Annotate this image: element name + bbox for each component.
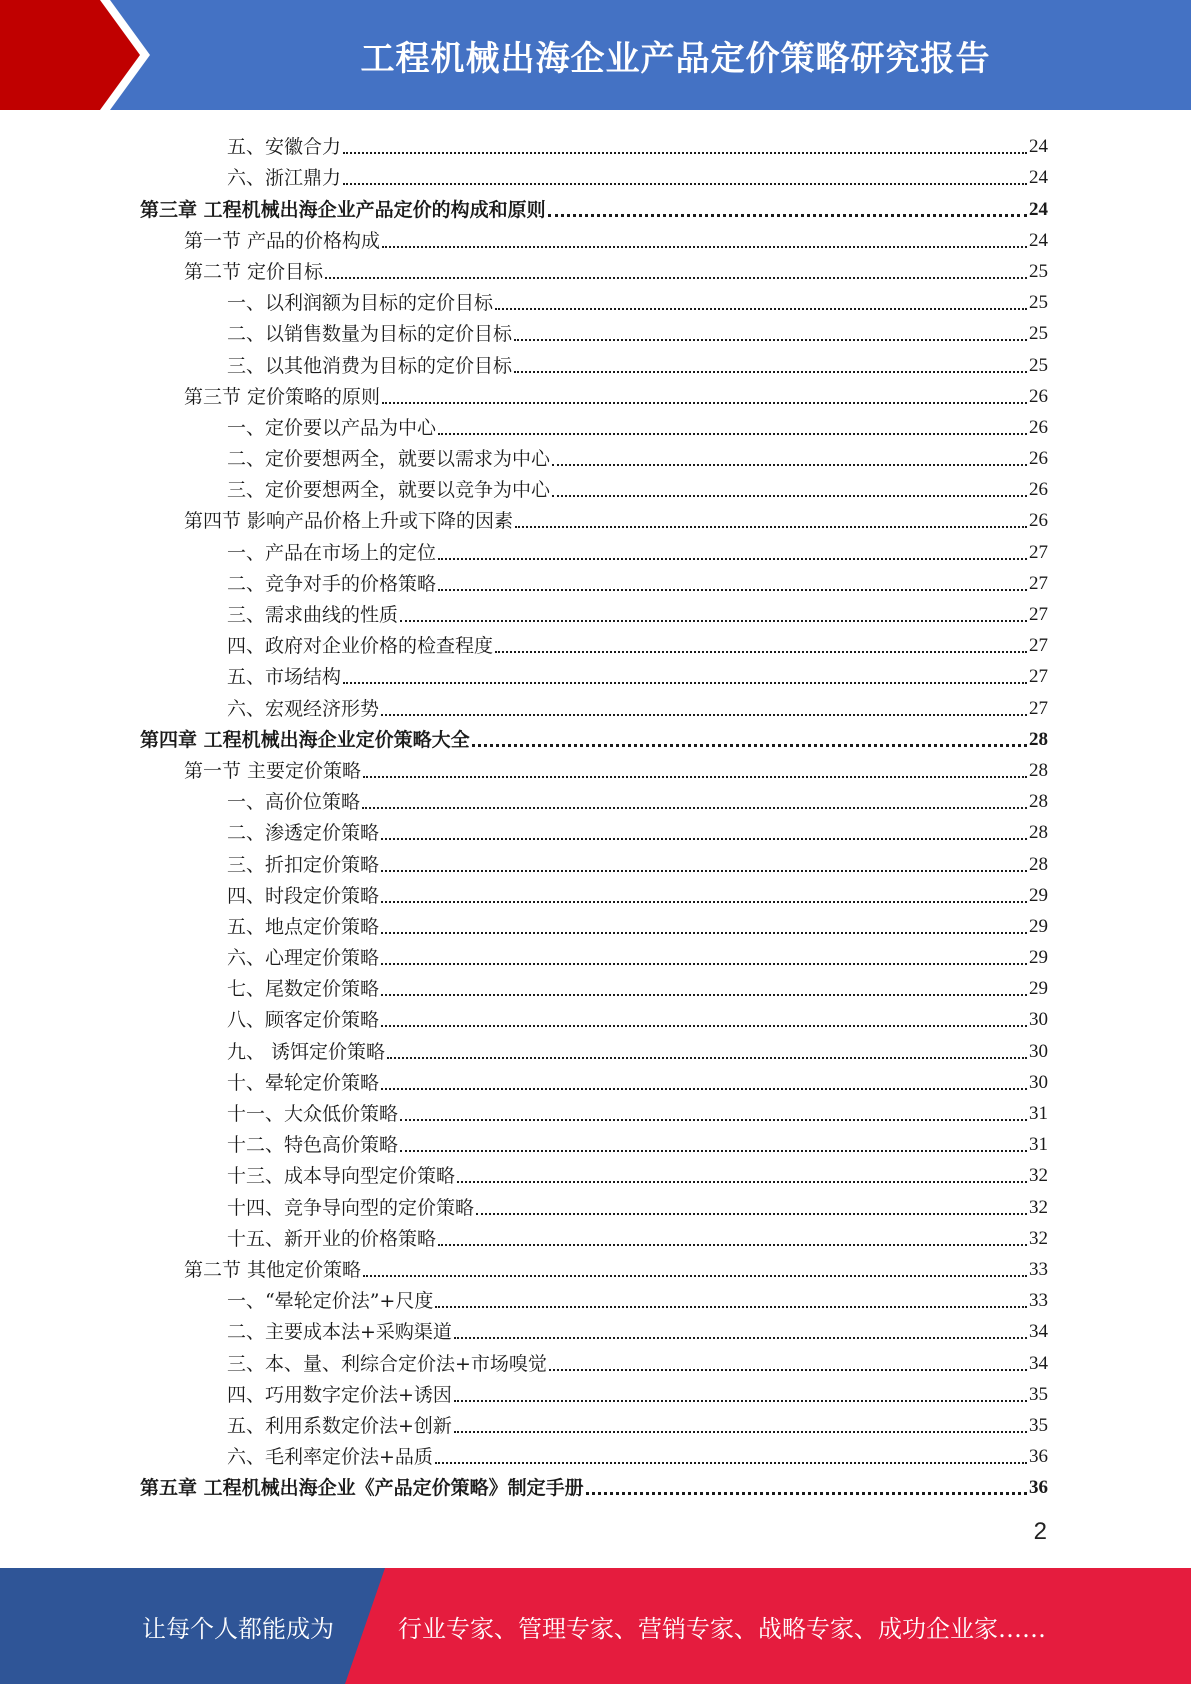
toc-entry-page: 30 (1029, 1040, 1048, 1062)
toc-dot-leader (514, 339, 1027, 341)
toc-item-entry[interactable] (140, 533, 1048, 564)
toc-entry-label: 四、巧用数字定价法+诱因 (227, 1383, 452, 1406)
toc-entry-label: 三、本、量、利综合定价法+市场嗅觉 (227, 1352, 547, 1375)
toc-dot-leader (343, 183, 1027, 185)
toc-dot-leader (438, 1244, 1027, 1246)
toc-entry-label: 三、折扣定价策略 (227, 853, 380, 876)
toc-entry-label: 十、晕轮定价策略 (227, 1071, 380, 1094)
toc-entry-label: 第二节 其他定价策略 (184, 1258, 362, 1281)
toc-chapter-entry[interactable] (140, 190, 1048, 221)
toc-item-entry[interactable] (140, 877, 1048, 908)
toc-item-entry[interactable] (140, 1064, 1048, 1095)
toc-dot-leader (472, 744, 1027, 747)
toc-dot-leader (548, 214, 1027, 217)
toc-entry-page: 34 (1029, 1352, 1048, 1374)
toc-entry-label: 一、“晕轮定价法”+尺度 (227, 1290, 434, 1313)
toc-dot-leader (381, 932, 1027, 934)
toc-dot-leader (454, 1400, 1027, 1402)
toc-entry-page: 25 (1029, 292, 1048, 314)
page-number: 2 (1033, 1518, 1047, 1545)
toc-dot-leader (495, 651, 1027, 653)
toc-item-entry[interactable] (140, 346, 1048, 377)
toc-entry-label: 第四节 影响产品价格上升或下降的因素 (184, 510, 514, 533)
toc-entry-label: 九、 诱饵定价策略 (227, 1040, 386, 1063)
toc-entry-page: 32 (1029, 1227, 1048, 1249)
toc-item-entry[interactable] (140, 939, 1048, 970)
toc-entry-label: 三、需求曲线的性质 (227, 604, 399, 626)
toc-dot-leader (454, 1337, 1027, 1339)
toc-entry-label: 五、安徽合力 (227, 136, 342, 159)
toc-entry-label: 第五章 工程机械出海企业《产品定价策略》制定手册 (140, 1477, 584, 1500)
toc-entry-label: 一、定价要以产品为中心 (227, 416, 437, 439)
toc-entry-page: 35 (1029, 1414, 1048, 1436)
toc-entry-label: 四、政府对企业价格的检查程度 (227, 635, 494, 658)
toc-entry-label: 二、主要成本法+采购渠道 (227, 1321, 452, 1344)
toc-entry-label: 一、产品在市场上的定位 (227, 541, 437, 564)
toc-entry-label: 第三章 工程机械出海企业产品定价的构成和原则 (140, 198, 546, 221)
toc-item-entry[interactable] (140, 1157, 1048, 1188)
toc-item-entry[interactable] (140, 409, 1048, 440)
toc-item-entry[interactable] (140, 1095, 1048, 1126)
toc-item-entry[interactable] (140, 159, 1048, 190)
toc-entry-label: 二、渗透定价策略 (227, 822, 380, 845)
toc-entry-page: 29 (1029, 947, 1048, 969)
toc-entry-page: 26 (1029, 479, 1048, 501)
toc-item-entry[interactable] (140, 627, 1048, 658)
toc-item-entry[interactable] (140, 1344, 1048, 1375)
toc-dot-leader (435, 1462, 1027, 1464)
toc-item-entry[interactable] (140, 1032, 1048, 1063)
toc-entry-page: 27 (1029, 604, 1048, 625)
toc-entry-page: 29 (1029, 978, 1048, 1000)
toc-dot-leader (400, 1150, 1027, 1152)
toc-item-entry[interactable] (140, 908, 1048, 939)
toc-entry-page: 27 (1029, 635, 1048, 657)
toc-chapter-entry[interactable] (140, 1469, 1048, 1500)
toc-entry-page: 26 (1029, 510, 1048, 532)
toc-dot-leader (457, 1181, 1027, 1183)
toc-entry-page: 24 (1029, 229, 1048, 251)
toc-entry-page: 35 (1029, 1383, 1048, 1405)
toc-item-entry[interactable] (140, 128, 1048, 159)
toc-dot-leader (381, 838, 1027, 840)
toc-section-entry[interactable] (140, 222, 1048, 253)
toc-item-entry[interactable] (140, 1188, 1048, 1219)
toc-dot-leader (362, 807, 1027, 809)
toc-entry-page: 24 (1029, 198, 1048, 220)
toc-entry-page: 24 (1029, 136, 1048, 158)
toc-dot-leader (586, 1492, 1027, 1495)
toc-entry-label: 二、竞争对手的价格策略 (227, 572, 437, 595)
toc-dot-leader (363, 1275, 1027, 1277)
toc-section-entry[interactable] (140, 502, 1048, 533)
toc-entry-page: 29 (1029, 884, 1048, 906)
toc-item-entry[interactable] (140, 689, 1048, 720)
toc-entry-page: 30 (1029, 1009, 1048, 1031)
toc-entry-page: 34 (1029, 1321, 1048, 1343)
toc-entry-page: 27 (1029, 666, 1048, 688)
toc-entry-label: 二、以销售数量为目标的定价目标 (227, 323, 513, 346)
toc-item-entry[interactable] (140, 440, 1048, 471)
toc-entry-page: 25 (1029, 260, 1048, 282)
toc-item-entry[interactable] (140, 471, 1048, 502)
toc-entry-page: 25 (1029, 354, 1048, 376)
toc-dot-leader (476, 1213, 1027, 1215)
toc-entry-label: 第二节 定价目标 (184, 260, 324, 283)
toc-item-entry[interactable] (140, 284, 1048, 315)
toc-entry-page: 32 (1029, 1165, 1048, 1187)
toc-dot-leader (381, 994, 1027, 996)
toc-dot-leader (343, 682, 1027, 684)
toc-dot-leader (400, 620, 1027, 622)
toc-section-entry[interactable] (140, 253, 1048, 284)
toc-entry-page: 27 (1029, 572, 1048, 594)
toc-item-entry[interactable] (140, 596, 1048, 627)
toc-dot-leader (381, 901, 1027, 903)
toc-entry-label: 十三、成本导向型定价策略 (227, 1165, 456, 1188)
toc-entry-page: 27 (1029, 541, 1048, 563)
toc-entry-label: 第三节 定价策略的原则 (184, 385, 381, 408)
toc-entry-label: 二、定价要想两全，就要以需求为中心 (227, 448, 551, 471)
toc-entry-page: 33 (1029, 1290, 1048, 1312)
toc-item-entry[interactable] (140, 315, 1048, 346)
toc-dot-leader (495, 308, 1027, 310)
toc-entry-page: 31 (1029, 1134, 1048, 1156)
toc-dot-leader (381, 1088, 1027, 1090)
toc-entry-page: 26 (1029, 448, 1048, 470)
toc-entry-label: 第四章 工程机械出海企业定价策略大全 (140, 728, 470, 751)
toc-entry-label: 十一、大众低价策略 (227, 1103, 399, 1125)
toc-dot-leader (363, 776, 1027, 778)
toc-entry-page: 28 (1029, 853, 1048, 875)
toc-item-entry[interactable] (140, 1282, 1048, 1313)
toc-dot-leader (435, 1306, 1027, 1308)
toc-item-entry[interactable] (140, 565, 1048, 596)
toc-item-entry[interactable] (140, 970, 1048, 1001)
toc-item-entry[interactable] (140, 1407, 1048, 1438)
toc-entry-page: 33 (1029, 1258, 1048, 1280)
toc-entry-page: 26 (1029, 416, 1048, 438)
toc-entry-label: 五、利用系数定价法+创新 (227, 1414, 452, 1437)
toc-item-entry[interactable] (140, 1001, 1048, 1032)
toc-dot-leader (454, 1431, 1027, 1433)
toc-item-entry[interactable] (140, 1438, 1048, 1469)
toc-dot-leader (387, 1057, 1027, 1059)
toc-dot-leader (514, 371, 1027, 373)
toc-dot-leader (381, 714, 1027, 716)
toc-entry-page: 28 (1029, 791, 1048, 813)
toc-item-entry[interactable] (140, 845, 1048, 876)
toc-entry-label: 十四、竞争导向型的定价策略 (227, 1196, 475, 1219)
toc-item-entry[interactable] (140, 1220, 1048, 1251)
toc-dot-leader (382, 246, 1027, 248)
toc-dot-leader (438, 433, 1027, 435)
toc-entry-page: 36 (1029, 1446, 1048, 1468)
toc-entry-label: 十二、特色高价策略 (227, 1134, 399, 1157)
toc-entry-label: 第一节 主要定价策略 (184, 759, 362, 782)
toc-entry-label: 第一节 产品的价格构成 (184, 229, 381, 252)
toc-entry-label: 八、顾客定价策略 (227, 1009, 380, 1032)
toc-dot-leader (552, 464, 1027, 466)
toc-item-entry[interactable] (140, 814, 1048, 845)
toc-dot-leader (381, 870, 1027, 872)
toc-item-entry[interactable] (140, 658, 1048, 689)
toc-entry-page: 31 (1029, 1103, 1048, 1124)
toc-entry-label: 六、宏观经济形势 (227, 697, 380, 720)
footer-slogan-left: 让每个人都能成为 (142, 1614, 334, 1643)
footer-slogan-right: 行业专家、管理专家、营销专家、战略专家、成功企业家…… (398, 1614, 1046, 1643)
toc-dot-leader (381, 1025, 1027, 1027)
toc-section-entry[interactable] (140, 378, 1048, 409)
toc-entry-label: 四、时段定价策略 (227, 884, 380, 907)
toc-chapter-entry[interactable] (140, 721, 1048, 752)
toc-item-entry[interactable] (140, 1313, 1048, 1344)
toc-entry-label: 五、地点定价策略 (227, 915, 380, 938)
toc-dot-leader (549, 1369, 1027, 1371)
toc-entry-page: 28 (1029, 759, 1048, 781)
toc-dot-leader (343, 152, 1027, 154)
toc-entry-page: 28 (1029, 822, 1048, 844)
toc-entry-page: 32 (1029, 1196, 1048, 1218)
table-of-contents (140, 128, 1048, 1500)
toc-entry-label: 一、以利润额为目标的定价目标 (227, 292, 494, 315)
toc-section-entry[interactable] (140, 752, 1048, 783)
page-header (0, 0, 1191, 110)
toc-entry-label: 一、高价位策略 (227, 791, 361, 814)
toc-entry-label: 三、定价要想两全，就要以竞争为中心 (227, 479, 551, 502)
toc-item-entry[interactable] (140, 783, 1048, 814)
toc-entry-label: 五、市场结构 (227, 666, 342, 689)
toc-dot-leader (325, 277, 1027, 279)
toc-entry-page: 26 (1029, 385, 1048, 407)
toc-dot-leader (552, 495, 1027, 497)
toc-dot-leader (515, 526, 1027, 528)
toc-section-entry[interactable] (140, 1251, 1048, 1282)
toc-entry-page: 25 (1029, 323, 1048, 345)
toc-entry-page: 29 (1029, 915, 1048, 937)
toc-item-entry[interactable] (140, 1126, 1048, 1157)
toc-dot-leader (438, 589, 1027, 591)
toc-dot-leader (382, 402, 1027, 404)
toc-entry-page: 27 (1029, 697, 1048, 719)
toc-entry-page: 24 (1029, 167, 1048, 189)
toc-entry-label: 七、尾数定价策略 (227, 978, 380, 1001)
toc-entry-label: 十五、新开业的价格策略 (227, 1227, 437, 1250)
toc-entry-page: 30 (1029, 1071, 1048, 1093)
toc-entry-page: 36 (1029, 1477, 1048, 1499)
toc-item-entry[interactable] (140, 1376, 1048, 1407)
report-title: 工程机械出海企业产品定价策略研究报告 (360, 38, 991, 79)
toc-dot-leader (381, 963, 1027, 965)
toc-dot-leader (438, 558, 1027, 560)
toc-entry-page: 28 (1029, 728, 1048, 750)
toc-dot-leader (400, 1119, 1027, 1121)
toc-entry-label: 三、以其他消费为目标的定价目标 (227, 354, 513, 377)
toc-entry-label: 六、毛利率定价法+品质 (227, 1446, 433, 1469)
toc-entry-label: 六、浙江鼎力 (227, 167, 342, 190)
page-footer (0, 1568, 1191, 1684)
toc-entry-label: 六、心理定价策略 (227, 947, 380, 970)
